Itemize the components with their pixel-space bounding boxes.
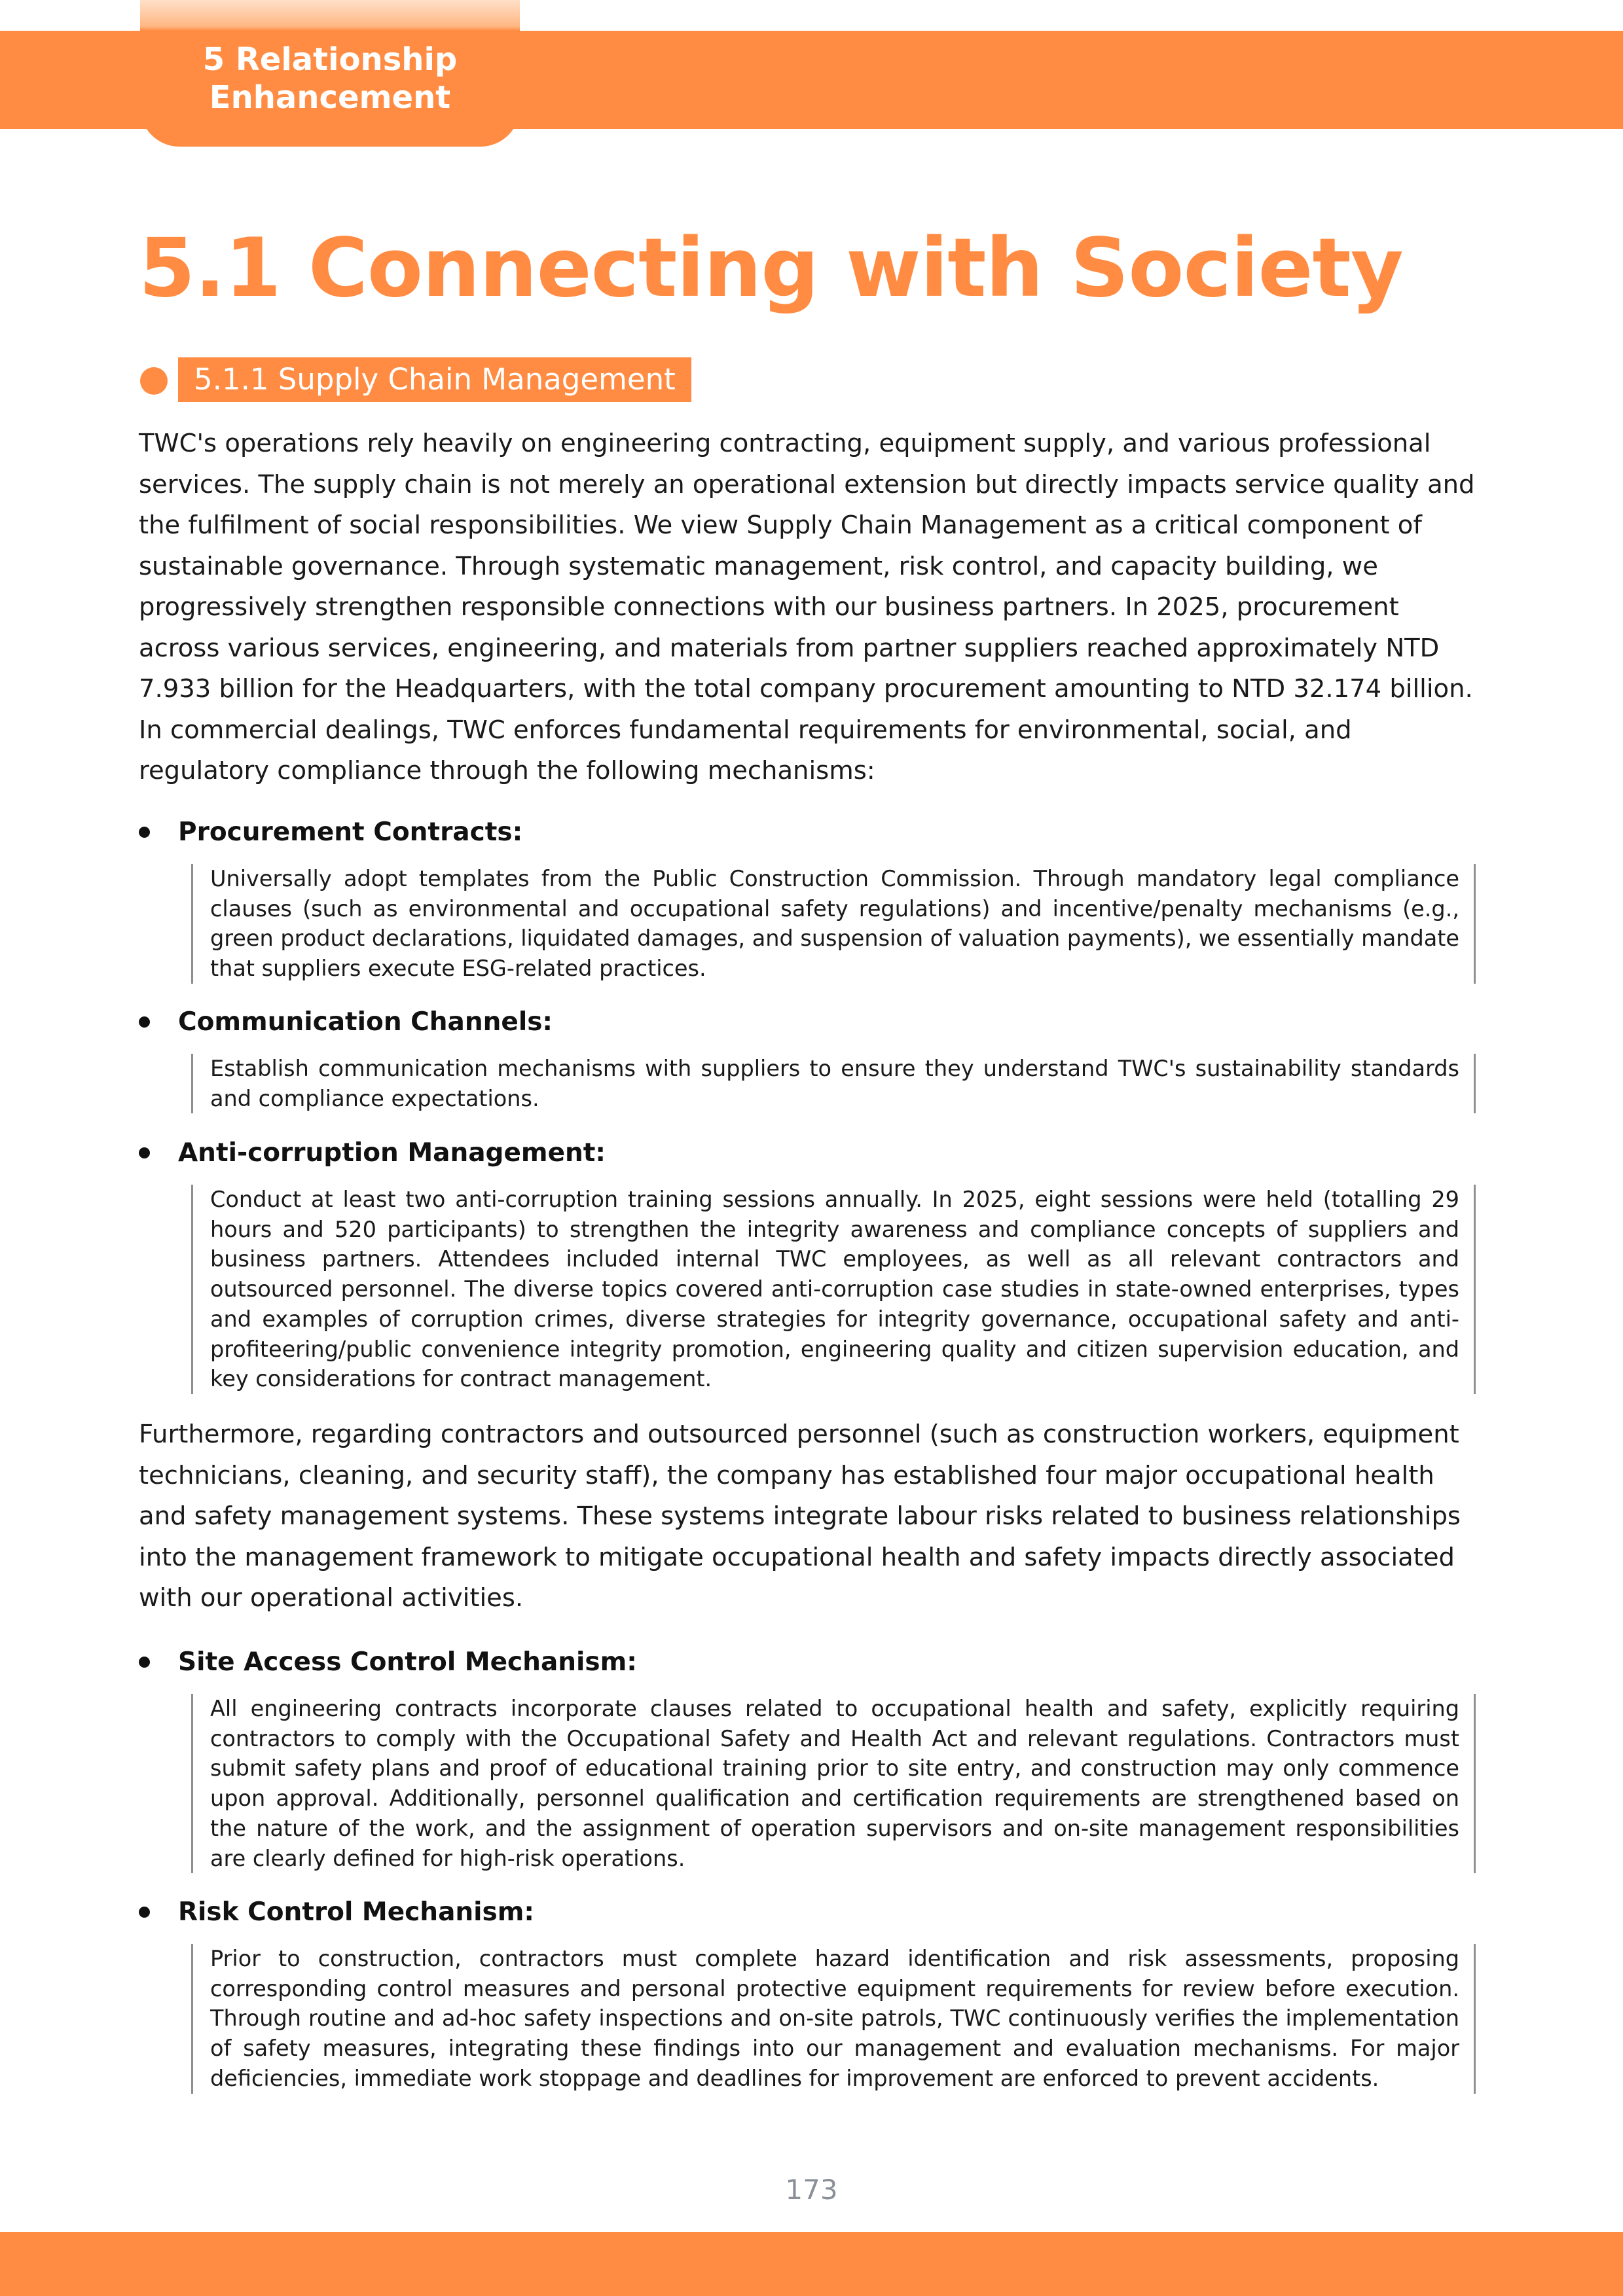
bullet-icon — [139, 1147, 150, 1158]
section-heading: 5.1.1 Supply Chain Management — [178, 357, 691, 402]
chapter-label: 5 Relationship Enhancement — [202, 41, 458, 116]
intro-paragraph: TWC's operations rely heavily on engineering contracting, equipment supply, and various professional services. The supply chain is not merely an operational extension but directly impacts service quality and the fulfilment of social responsibilities. We view Supply Chain Management as a critical component of sustainable governance. Through systematic management, risk control, and capacity building, we progressively strengthen responsible connections with our business partners. In 2025, procurement across various services, engineering, and materials from partner suppliers reached approximately NTD 7.933 billion for the Headquarters, with the total company procurement amounting to NTD 32.174 billion. In commercial dealings, TWC enforces fundamental requirements for environmental, social, and regulatory compliance through the following mechanisms: — [139, 429, 1475, 785]
ohs-paragraph: Furthermore, regarding contractors and outsourced personnel (such as construction workers, equipment technicians, cleaning, and security staff), the company has established four major occupational health and safety management systems. These systems integrate labour risks related to business relationships into the management framework to mitigate occupational health and safety impacts directly associated with our operational activities. — [139, 1420, 1461, 1613]
mechanism-title: Procurement Contracts: — [178, 817, 523, 847]
mechanism-title: Communication Channels: — [178, 1007, 553, 1037]
ohs-mechanism-title: Site Access Control Mechanism: — [178, 1647, 637, 1677]
mechanism-description: Universally adopt templates from the Public Construction Commission. Through mandatory legal compliance clauses (such as environmental and occupational safety regulations) and incentive/penalty mechanisms (e.g., green product declarations, liquidated damages, and suspension of valuation payments), we essentially mandate that suppliers execute ESG-related practices. — [191, 864, 1476, 984]
bullet-icon — [139, 1907, 150, 1918]
ohs-mechanism-description: All engineering contracts incorporate clauses related to occupational health and safety, explicitly requiring contractors to comply with the Occupational Safety and Health Act and relevant regulations. Contractors must submit safety plans and proof of educational training prior to site entry, and construction may only commence upon approval. Additionally, personnel qualification and certification requirements are strengthened based on the nature of the work, and the assignment of operation supervisors and on-site management responsibilities are clearly defined for high-risk operations. — [191, 1694, 1476, 1873]
ohs-mechanism-description: Prior to construction, contractors must complete hazard identification and risk assessments, proposing corresponding control measures and personal protective equipment requirements for review before execution. Through routine and ad-hoc safety inspections and on-site patrols, TWC continuously verifies the implementation of safety measures, integrating these findings into our management and evaluation mechanisms. For major deficiencies, immediate work stoppage and deadlines for improvement are enforced to prevent accidents. — [191, 1944, 1476, 2094]
ohs-mechanism-title: Risk Control Mechanism: — [178, 1897, 534, 1927]
bullet-icon — [139, 1016, 150, 1028]
bullet-icon — [139, 827, 150, 838]
footer-band — [0, 2232, 1623, 2296]
section-bullet-icon — [140, 367, 168, 395]
page-title: 5.1 Connecting with Society — [139, 221, 1403, 315]
mechanism-description: Conduct at least two anti-corruption training sessions annually. In 2025, eight sessions were held (totalling 29 hours and 520 participants) to strengthen the integrity awareness and compliance concepts of suppliers and business partners. Attendees included internal TWC employees, as well as all relevant contractors and outsourced personnel. The diverse topics covered anti-corruption case studies in state-owned enterprises, types and examples of corruption crimes, diverse strategies for integrity governance, occupational safety and anti-profiteering/public convenience integrity promotion, engineering quality and citizen supervision education, and key considerations for contract management. — [191, 1185, 1476, 1394]
mechanism-title: Anti-corruption Management: — [178, 1138, 606, 1168]
bullet-icon — [139, 1657, 150, 1668]
mechanism-description: Establish communication mechanisms with suppliers to ensure they understand TWC's sustainability standards and compliance expectations. — [191, 1054, 1476, 1113]
page-number: 173 — [785, 2174, 838, 2206]
